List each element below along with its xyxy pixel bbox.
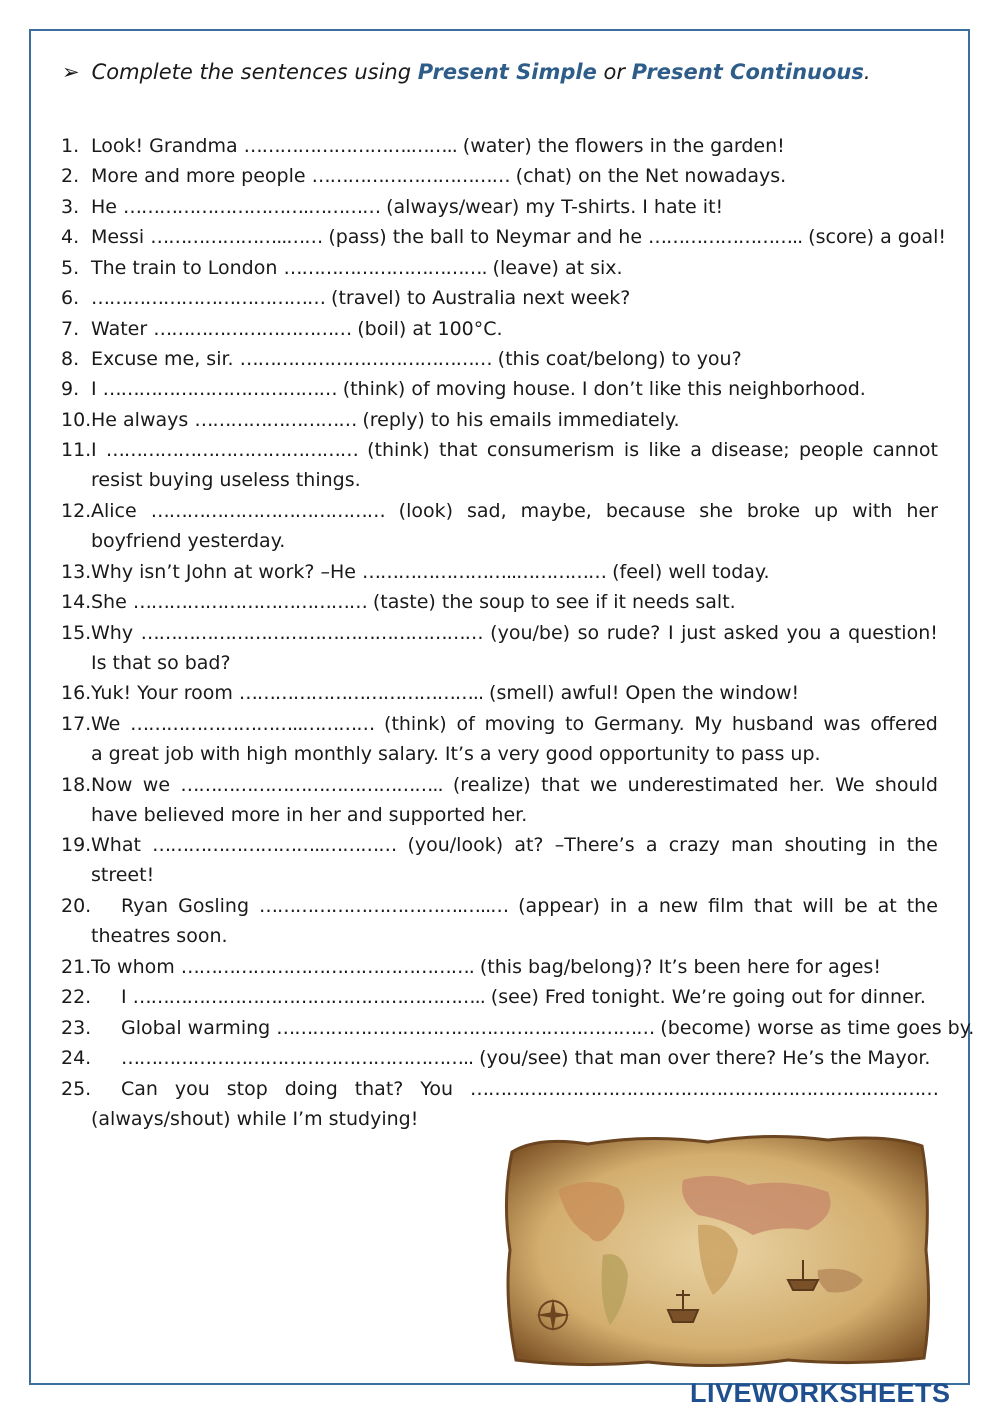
word: new	[658, 895, 699, 917]
question-2	[61, 161, 938, 191]
question-19	[61, 830, 938, 891]
answer-blank[interactable]: …………………………….…..…	[259, 895, 509, 917]
question-number: 8.	[61, 348, 80, 370]
question-text: Excuse me, sir.	[91, 348, 240, 370]
question-13	[61, 557, 938, 587]
word: offered	[870, 713, 938, 735]
question-text: Why isn’t John at work? –He	[91, 561, 362, 583]
instruction-term-present-continuous: Present Continuous	[631, 60, 864, 84]
question-5	[61, 253, 938, 283]
answer-blank[interactable]: …………………………………………………..	[132, 986, 485, 1008]
question-6	[61, 283, 938, 313]
question-number: 25.	[61, 1078, 92, 1100]
liveworksheets-logo	[690, 1376, 951, 1410]
answer-blank[interactable]: ……………………………	[153, 318, 352, 340]
answer-blank[interactable]: …………………………………………………	[140, 622, 483, 644]
answer-blank[interactable]: …………………………………	[132, 591, 367, 613]
answer-blank[interactable]: ………………………….…………	[123, 196, 381, 218]
answer-blank[interactable]: ………………………………………………………	[276, 1017, 655, 1039]
answer-blank[interactable]: ……………………………………	[239, 348, 492, 370]
question-continuation: theatres soon.	[91, 925, 228, 948]
word: will	[802, 895, 834, 917]
word: to	[565, 713, 585, 735]
answer-blank[interactable]: …………………………………………………..	[121, 1047, 474, 1069]
question-number: 21.	[61, 956, 92, 978]
brand-name: LIVEWORKSHEETS	[690, 1377, 951, 1408]
answer-blank[interactable]: ……………………..……………	[361, 561, 607, 583]
question-text: The train to London	[91, 257, 284, 279]
word: her.	[788, 774, 825, 796]
arrow-bullet-icon: ➢	[62, 60, 80, 84]
word: Ryan	[121, 895, 169, 917]
question-text: She	[91, 591, 133, 613]
word: –There’s	[554, 834, 635, 856]
question-continuation: resist buying useless things.	[91, 469, 361, 492]
question-3	[61, 192, 938, 222]
word: man	[731, 834, 774, 856]
word: that	[753, 895, 793, 917]
question-text: (this coat/belong) to you?	[491, 348, 742, 370]
answer-blank[interactable]: ……………………………………	[105, 439, 358, 461]
question-number: 16.	[61, 682, 92, 704]
question-number: 23.	[61, 1017, 92, 1039]
word: question!	[848, 622, 938, 644]
word: (think)	[384, 713, 447, 735]
word: up	[814, 500, 839, 522]
question-16	[61, 678, 938, 708]
answer-blank[interactable]: …………………………………	[91, 287, 325, 309]
question-line	[61, 770, 938, 800]
question-text: (water) the flowers in the garden!	[456, 135, 785, 157]
question-text: I	[91, 378, 103, 400]
word: We	[91, 713, 121, 735]
question-number: 15.	[61, 622, 92, 644]
word: I	[667, 622, 674, 644]
word: (you/be)	[490, 622, 571, 644]
word: disease;	[711, 439, 790, 461]
word: Why	[91, 622, 134, 644]
answer-blank[interactable]: …………………………………..	[238, 682, 484, 704]
question-text: Look! Grandma	[91, 135, 244, 157]
question-text: (become) worse as time goes by.	[654, 1017, 975, 1039]
answer-blank[interactable]: ……………………..	[648, 226, 803, 248]
question-line	[61, 435, 938, 465]
answer-blank[interactable]: …………………..……	[150, 226, 323, 248]
word: broke	[746, 500, 801, 522]
word: in	[609, 895, 628, 917]
question-text: Yuk! Your room	[91, 682, 239, 704]
question-line	[61, 830, 938, 860]
instruction-term-present-simple: Present Simple	[417, 60, 597, 84]
word: a	[690, 439, 702, 461]
question-text: I	[121, 986, 133, 1008]
question-number: 14.	[61, 591, 92, 613]
instruction-middle: or	[596, 60, 632, 84]
question-continuation: a great job with high monthly salary. It’s a very good opportunity to pass up.	[91, 743, 821, 766]
question-number: 20.	[61, 895, 92, 917]
question-number: 2.	[61, 165, 80, 187]
question-12	[61, 496, 938, 557]
word: was	[823, 713, 861, 735]
word: Can	[121, 1078, 158, 1100]
question-15	[61, 618, 938, 679]
word: consumerism	[486, 439, 615, 461]
question-number: 11.	[61, 439, 92, 461]
question-number: 1.	[61, 135, 80, 157]
question-text: He	[91, 196, 124, 218]
world-map-image	[498, 1130, 932, 1370]
question-words	[91, 435, 938, 465]
word: so	[577, 622, 600, 644]
question-number: 7.	[61, 318, 80, 340]
answer-blank[interactable]: ………………………..…………	[152, 834, 397, 856]
word: a	[637, 895, 649, 917]
word: maybe,	[520, 500, 592, 522]
answer-blank[interactable]: …………………………………	[102, 378, 337, 400]
question-text: (score) a goal!	[802, 226, 947, 248]
question-18	[61, 770, 938, 831]
question-22	[61, 982, 938, 1012]
question-7	[61, 314, 938, 344]
question-number: 13.	[61, 561, 92, 583]
question-words	[91, 618, 938, 648]
question-text: (boil) at 100°C.	[351, 318, 503, 340]
answer-blank[interactable]: ……………………….……..	[243, 135, 457, 157]
word: Alice	[91, 500, 137, 522]
answer-blank[interactable]: ……………………………………..	[180, 774, 443, 796]
question-number: 19.	[61, 834, 92, 856]
word: I	[91, 439, 97, 461]
question-21	[61, 952, 938, 982]
word: (realize)	[452, 774, 531, 796]
question-words	[91, 496, 938, 526]
instruction-suffix: .	[863, 60, 871, 84]
word: that	[439, 439, 478, 461]
question-number: 6.	[61, 287, 80, 309]
question-text: (you/see) that man over there? He’s the Mayor.	[473, 1047, 931, 1069]
answer-blank[interactable]: ……………………………………………………………………	[469, 1078, 938, 1100]
question-words	[91, 709, 938, 739]
instruction-prefix: Complete the sentences using	[91, 60, 418, 84]
answer-blank[interactable]: …………………………….	[283, 257, 487, 279]
question-continuation: (always/shout) while I’m studying!	[91, 1108, 419, 1131]
question-continuation: Is that so bad?	[91, 652, 231, 675]
question-text: (feel) well today.	[606, 561, 770, 583]
question-9	[61, 374, 938, 404]
word: of	[456, 713, 475, 735]
question-line	[61, 618, 938, 648]
word: (appear)	[518, 895, 600, 917]
question-text: To whom	[91, 956, 181, 978]
question-text: (pass) the ball to Neymar and he	[322, 226, 649, 248]
word: you	[786, 622, 822, 644]
answer-blank[interactable]: ………………………………………….	[180, 956, 474, 978]
word: rude?	[606, 622, 661, 644]
question-number: 10.	[61, 409, 92, 431]
word: sad,	[467, 500, 507, 522]
question-words	[91, 770, 938, 800]
question-text: Messi	[91, 226, 151, 248]
word: (look)	[398, 500, 454, 522]
question-number: 3.	[61, 196, 80, 218]
word: the	[906, 895, 938, 917]
question-20	[61, 891, 938, 952]
word: You	[420, 1078, 454, 1100]
word: underestimated	[627, 774, 779, 796]
question-text: Water	[91, 318, 154, 340]
question-text: (reply) to his emails immediately.	[356, 409, 680, 431]
question-14	[61, 587, 938, 617]
question-8	[61, 344, 938, 374]
word: at?	[514, 834, 544, 856]
word: just	[681, 622, 716, 644]
word: we	[590, 774, 618, 796]
word: doing	[284, 1078, 338, 1100]
question-continuation: boyfriend yesterday.	[91, 530, 286, 553]
question-10	[61, 405, 938, 435]
question-line	[61, 891, 938, 921]
question-continuation: have believed more in her and supported her.	[91, 804, 528, 827]
question-4	[61, 222, 947, 252]
question-17	[61, 709, 938, 770]
question-text: (chat) on the Net nowadays.	[509, 165, 787, 187]
answer-blank[interactable]: ………………………	[194, 409, 357, 431]
question-number: 24.	[61, 1047, 92, 1069]
word: her	[906, 500, 938, 522]
question-words	[91, 830, 938, 860]
word: with	[852, 500, 893, 522]
word: that?	[354, 1078, 404, 1100]
word: cannot	[872, 439, 938, 461]
word: should	[874, 774, 938, 796]
word: We	[835, 774, 865, 796]
question-number: 18.	[61, 774, 92, 796]
word: like	[648, 439, 681, 461]
word: (think)	[367, 439, 430, 461]
question-number: 9.	[61, 378, 80, 400]
word: asked	[723, 622, 779, 644]
word: a	[645, 834, 658, 856]
question-text: More and more people	[91, 165, 312, 187]
question-text: (taste) the soup to see if it needs salt.	[366, 591, 736, 613]
question-number: 5.	[61, 257, 80, 279]
word: stop	[226, 1078, 268, 1100]
question-text: Global warming	[121, 1017, 277, 1039]
answer-blank[interactable]: …………………………………	[150, 500, 385, 522]
word: (you/look)	[407, 834, 504, 856]
word: moving	[484, 713, 556, 735]
word: My	[694, 713, 723, 735]
question-continuation: street!	[91, 864, 155, 887]
question-23	[61, 1013, 975, 1043]
question-line	[61, 709, 938, 739]
question-1	[61, 131, 938, 161]
answer-blank[interactable]: ………………………..…………	[130, 713, 375, 735]
word: you	[174, 1078, 210, 1100]
word: in	[878, 834, 896, 856]
question-text: (see) Fred tonight. We’re going out for dinner.	[484, 986, 926, 1008]
question-words	[121, 1074, 938, 1104]
question-text: (always/wear) my T-shirts. I hate it!	[380, 196, 724, 218]
question-text: (smell) awful! Open the window!	[483, 682, 800, 704]
question-text: (think) of moving house. I don’t like this neighborhood.	[336, 378, 866, 400]
question-text: (travel) to Australia next week?	[325, 287, 631, 309]
word: What	[91, 834, 141, 856]
question-25	[61, 1074, 938, 1135]
word: Gosling	[178, 895, 250, 917]
word: a	[828, 622, 841, 644]
question-number: 17.	[61, 713, 92, 735]
question-text: (this bag/belong)? It’s been here for ages!	[473, 956, 881, 978]
question-line	[61, 1074, 938, 1104]
answer-blank[interactable]: ……………………………	[311, 165, 510, 187]
question-words	[121, 891, 938, 921]
word: film	[708, 895, 744, 917]
word: we	[142, 774, 171, 796]
word: the	[906, 834, 938, 856]
question-text: He always	[91, 409, 195, 431]
question-text: (leave) at six.	[486, 257, 623, 279]
word: that	[541, 774, 580, 796]
question-number: 4.	[61, 226, 80, 248]
question-24	[61, 1043, 938, 1073]
word: husband	[731, 713, 814, 735]
word: shouting	[784, 834, 867, 856]
word: be	[843, 895, 868, 917]
question-number: 22.	[61, 986, 92, 1008]
word: Now	[91, 774, 133, 796]
word: is	[623, 439, 640, 461]
question-line	[61, 496, 938, 526]
instruction	[62, 60, 871, 84]
word: crazy	[668, 834, 720, 856]
word: Germany.	[593, 713, 685, 735]
question-number: 12.	[61, 500, 92, 522]
word: she	[699, 500, 733, 522]
question-11	[61, 435, 938, 496]
word: people	[798, 439, 864, 461]
word: because	[605, 500, 686, 522]
word: at	[877, 895, 897, 917]
